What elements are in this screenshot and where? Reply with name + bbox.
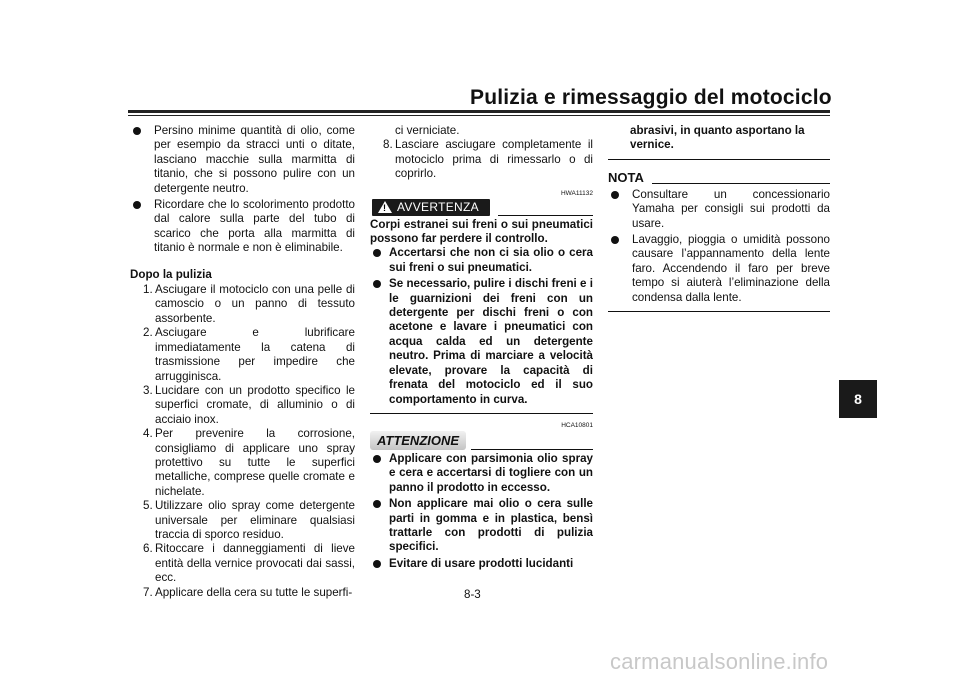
step-item: [130, 326, 355, 384]
step-text: Lucidare con un prodotto specifico le superfici cromate, di alluminio o di acciaio inox.: [155, 383, 355, 426]
caution-body: [370, 452, 593, 571]
step-number: 7.: [143, 585, 153, 599]
step-text: Lasciare asciugare completamente il motociclo prima di rimessarlo o di coprirlo.: [395, 138, 593, 181]
warning-code: HWA11132: [560, 189, 593, 197]
column-1: [130, 124, 355, 600]
step-number: 4.: [143, 427, 153, 441]
watermark: carmanualsonline.info: [610, 649, 829, 674]
list-item: Non applicare mai olio o cera sulle parti in gomma e in plastica, bensì trattarle con prodotti di pulizia specifici.: [370, 497, 593, 555]
step-item: [130, 427, 355, 499]
warning-body: [370, 218, 593, 407]
step-text: Per prevenire la corrosione, consigliamo di applicare uno spray protettivo su tutte le superfici metalliche, comprese quelle cromate e nichelate.: [155, 427, 355, 498]
page-title: Pulizia e rimessaggio del motociclo: [470, 86, 832, 109]
step-text: Asciugare e lubrificare immediatamente la catena di trasmissione per impedire che arrugginisca.: [155, 326, 355, 383]
warning-triangle-icon: [378, 201, 392, 213]
step-item: [130, 586, 355, 600]
list-item: Ricordare che lo scolorimento prodotto dal calore sulla parte del tubo di scarico che porta alla marmitta di titanio è normale e non è eliminabile.: [130, 198, 355, 256]
step-number: 3.: [143, 383, 153, 397]
list-item: Persino minime quantità di olio, come per esempio da stracci unti o ditate, lasciano macchie sulla marmitta di titanio, che si possono pulire con un detergente neutro.: [130, 124, 355, 196]
caution-continuation: abrasivi, in quanto asportano la vernice.: [630, 124, 805, 152]
list-item: Se necessario, pulire i dischi freni e i le guarnizioni dei freni con un detergente per dischi freni o con acetone e lavare i pneumatici con acqua calda ed un detergente neutro. Prima di marciare a velocità elevate, provare la capacità di frenata del motociclo ed il suo comportamento in curva.: [370, 277, 593, 407]
page-number: 8-3: [464, 588, 481, 601]
step-item: [370, 138, 593, 181]
nota-end-rule: [608, 311, 830, 312]
step-number: 5.: [143, 499, 153, 513]
list-item: Consultare un concessionario Yamaha per consigli sui prodotti da usare.: [608, 188, 830, 231]
column-3: [608, 124, 830, 312]
chapter-tab: 8: [839, 380, 877, 418]
caution-end-rule: [608, 159, 830, 160]
step-number: 6.: [143, 542, 153, 556]
title-rule: [128, 110, 830, 113]
step-number: 2.: [143, 326, 153, 340]
warning-intro: Corpi estranei sui freni o sui pneumatici possono far perdere il controllo.: [370, 217, 593, 246]
caution-label: ATTENZIONE: [370, 431, 466, 450]
caution-header: [370, 431, 593, 452]
caution-code: HCA10801: [561, 421, 593, 429]
warning-label-text: AVVERTENZA: [397, 199, 479, 214]
warning-header: [370, 199, 593, 218]
step-text: Utilizzare olio spray come detergente universale per eliminare qualsiasi traccia di sporco residuo.: [155, 499, 355, 541]
nota-header-line: [652, 183, 830, 184]
warning-header-line: [498, 215, 593, 216]
list-item: Applicare con parsimonia olio spray e cera e accertarsi di togliere con un panno il prodotto in eccesso.: [370, 452, 593, 495]
step-text: Ritoccare i danneggiamenti di lieve entità della vernice provocati dai sassi, ecc.: [155, 542, 355, 585]
list-item: Lavaggio, pioggia o umidità possono causare l’appannamento della lente faro. Accendendo il faro per breve tempo si aiuterà l’eliminazione della condensa dalla lente.: [608, 233, 830, 305]
step-item: [130, 499, 355, 542]
step-text: Applicare della cera su tutte le superfi-: [155, 585, 353, 599]
nota-header: [608, 170, 830, 188]
step-item: [130, 542, 355, 585]
step-continuation: ci verniciate.: [395, 124, 460, 137]
column-2: [370, 124, 593, 573]
step-item: [130, 384, 355, 427]
list-item: Accertarsi che non ci sia olio o cera sui freni o sui pneumatici.: [370, 246, 593, 275]
warning-label: [372, 199, 490, 216]
list-item: Evitare di usare prodotti lucidanti: [370, 557, 593, 571]
caution-header-line: [471, 449, 593, 450]
section-heading: Dopo la pulizia: [130, 267, 212, 281]
step-number: 8.: [383, 138, 393, 152]
warning-end-rule: [370, 413, 593, 414]
step-text: Asciugare il motociclo con una pelle di camoscio o un panno di tessuto assorbente.: [155, 283, 355, 325]
step-number: 1.: [143, 283, 153, 297]
exclamation-glyph: !: [383, 202, 386, 213]
step-item: [130, 283, 355, 326]
nota-label: NOTA: [608, 169, 644, 185]
